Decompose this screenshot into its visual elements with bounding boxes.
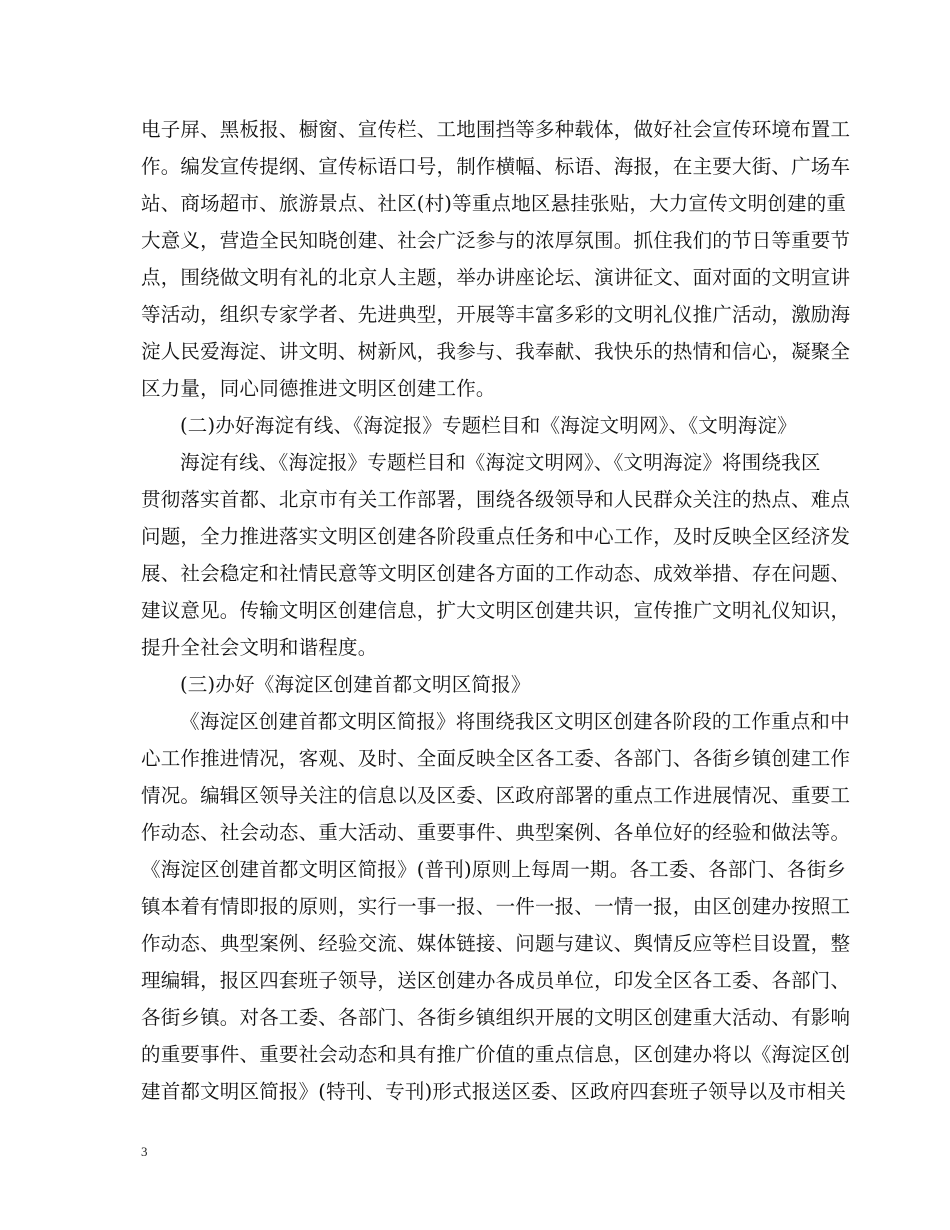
text-line: 建议意见。传输文明区创建信息，扩大文明区创建共识，宣传推广文明礼仪知识， (141, 599, 851, 622)
text-line: 建首都文明区简报》(特刊、专刊)形式报送区委、区政府四套班子领导以及市相关 (141, 1080, 847, 1103)
text-line: 镇本着有情即报的原则，实行一事一报、一件一报、一情一报，由区创建办按照工 (141, 895, 851, 918)
text-line: 问题，全力推进落实文明区创建各阶段重点任务和中心工作，及时反映全区经济发 (141, 525, 851, 548)
text-line: 电子屏、黑板报、橱窗、宣传栏、工地围挡等多种载体，做好社会宣传环境布置工 (141, 118, 851, 141)
text-line: 作动态、社会动态、重大活动、重要事件、典型案例、各单位好的经验和做法等。 (141, 821, 851, 844)
text-line: 提升全社会文明和谐程度。 (141, 636, 378, 659)
text-line: 心工作推进情况，客观、及时、全面反映全区各工委、各部门、各街乡镇创建工作 (141, 747, 851, 770)
page-number: 3 (141, 1144, 148, 1159)
text-line: 的重要事件、重要社会动态和具有推广价值的重点信息，区创建办将以《海淀区创 (141, 1043, 851, 1066)
text-line: 《海淀区创建首都文明区简报》将围绕我区文明区创建各阶段的工作重点和中 (180, 710, 850, 733)
text-line: 区力量，同心同德推进文明区创建工作。 (141, 377, 496, 400)
text-line: 海淀有线、《海淀报》专题栏目和《海淀文明网》、《文明海淀》将围绕我区 (180, 451, 821, 474)
text-line: 站、商场超市、旅游景点、社区(村)等重点地区悬挂张贴，大力宣传文明创建的重 (141, 192, 847, 215)
text-line: 《海淀区创建首都文明区简报》(普刊)原则上每周一期。各工委、各部门、各街乡 (141, 858, 847, 881)
text-line: 展、社会稳定和社情民意等文明区创建各方面的工作动态、成效举措、存在问题、 (141, 562, 851, 585)
section-heading: (三)办好《海淀区创建首都文明区简报》 (180, 673, 531, 696)
text-line: 大意义，营造全民知晓创建、社会广泛参与的浓厚氛围。抓住我们的节日等重要节 (141, 229, 851, 252)
text-line: 点，围绕做文明有礼的北京人主题，举办讲座论坛、演讲征文、面对面的文明宣讲 (141, 266, 851, 289)
text-line: 作。编发宣传提纲、宣传标语口号，制作横幅、标语、海报，在主要大街、广场车 (141, 155, 851, 178)
text-line: 各街乡镇。对各工委、各部门、各街乡镇组织开展的文明区创建重大活动、有影响 (141, 1006, 851, 1029)
text-line: 等活动，组织专家学者、先进典型，开展等丰富多彩的文明礼仪推广活动，激励海 (141, 303, 851, 326)
section-heading: (二)办好海淀有线、《海淀报》专题栏目和《海淀文明网》、《文明海淀》 (180, 414, 797, 437)
text-line: 贯彻落实首都、北京市有关工作部署，围绕各级领导和人民群众关注的热点、难点 (141, 488, 851, 511)
text-line: 淀人民爱海淀、讲文明、树新风，我参与、我奉献、我快乐的热情和信心，凝聚全 (141, 340, 851, 363)
text-line: 情况。编辑区领导关注的信息以及区委、区政府部署的重点工作进展情况、重要工 (141, 784, 851, 807)
text-line: 作动态、典型案例、经验交流、媒体链接、问题与建议、舆情反应等栏目设置，整 (141, 932, 851, 955)
text-line: 理编辑，报区四套班子领导，送区创建办各成员单位，印发全区各工委、各部门、 (141, 969, 851, 992)
